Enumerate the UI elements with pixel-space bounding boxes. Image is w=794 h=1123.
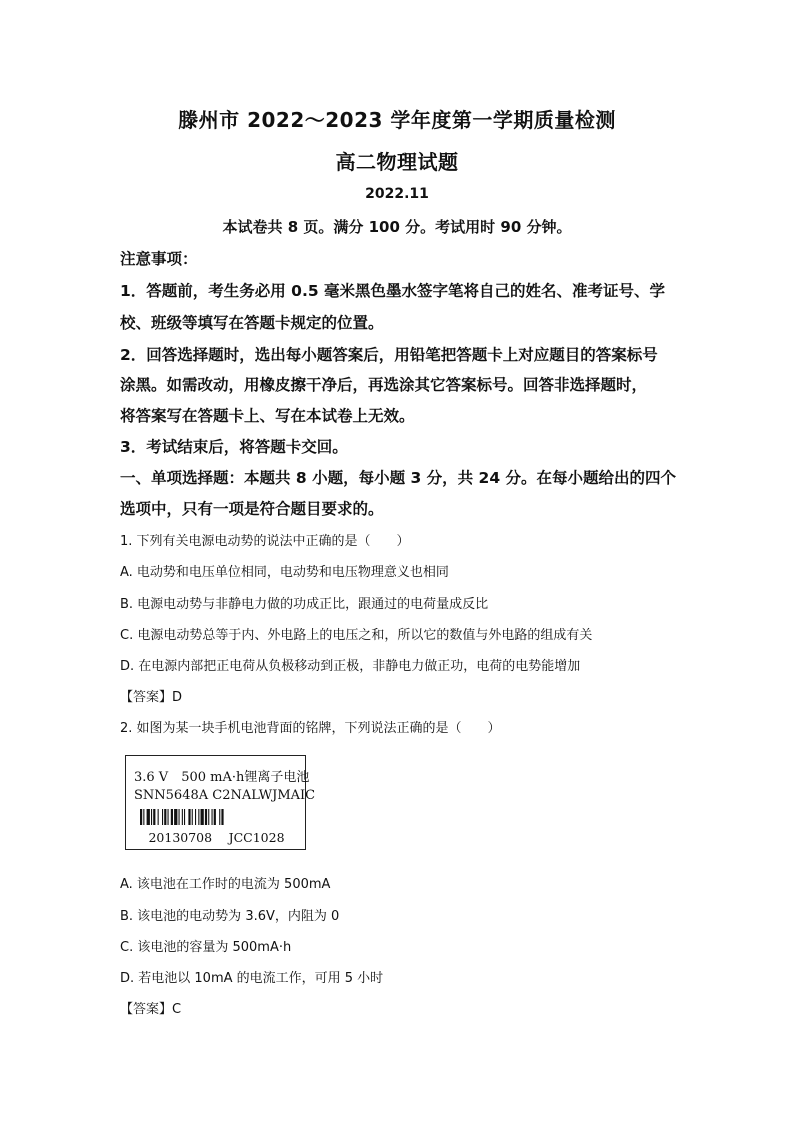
exam-date: 2022.11 [365,186,429,202]
exam-title: 滕州市 2022～2023 学年度第一学期质量检测 [178,108,616,132]
section-heading: 一、单项选择题：本题共 8 小题，每小题 3 分，共 24 分。在每小题给出的四个 [120,469,677,487]
question-2-option-a: A. 该电池在工作时的电流为 500mA [120,877,331,892]
question-2-answer: 【答案】C [120,1002,182,1017]
question-1-option-c: C. 电源电动势总等于内、外电路上的电压之和，所以它的数值与外电路的组成有关 [120,628,593,643]
battery-label-line1: 3.6 V 500 mA·h锂离子电池 [134,770,310,785]
notice-line: 校、班级等填写在答题卡规定的位置。 [120,314,384,332]
notice-line: 2．回答选择题时，选出每小题答案后，用铅笔把答题卡上对应题目的答案标号 [120,346,658,364]
question-1-stem: 1. 下列有关电源电动势的说法中正确的是（ ） [120,534,410,549]
question-1-option-a: A. 电动势和电压单位相同，电动势和电压物理意义也相同 [120,565,449,580]
exam-subtitle: 高二物理试题 [335,150,459,174]
barcode-image [140,809,290,825]
notices-heading: 注意事项： [120,250,198,268]
section-heading: 选项中，只有一项是符合题目要求的。 [120,500,384,518]
question-2-option-b: B. 该电池的电动势为 3.6V，内阻为 0 [120,909,340,924]
question-2-option-c: C. 该电池的容量为 500mA·h [120,940,292,955]
question-2-option-d: D. 若电池以 10mA 的电流工作，可用 5 小时 [120,971,384,986]
question-2-stem: 2. 如图为某一块手机电池背面的铭牌，下列说法正确的是（ ） [120,721,501,736]
question-1-option-d: D. 在电源内部把正电荷从负极移动到正极，非静电力做正功，电荷的电势能增加 [120,659,581,674]
notice-line: 涂黑。如需改动，用橡皮擦干净后，再选涂其它答案标号。回答非选择题时， [120,376,648,394]
question-1-option-b: B. 电源电动势与非静电力做的功成正比，跟通过的电荷量成反比 [120,597,489,612]
exam-info: 本试卷共 8 页。满分 100 分。考试用时 90 分钟。 [222,218,572,236]
notice-line: 1．答题前，考生务必用 0.5 毫米黑色墨水签字笔将自己的姓名、准考证号、学 [120,282,666,300]
battery-label-figure [125,755,316,850]
battery-label-line2: SNN5648A C2NALWJMAIC [134,788,316,803]
battery-label-line4: 20130708 JCC1028 [148,830,285,845]
notice-line: 3．考试结束后，将答题卡交回。 [120,438,348,456]
notice-line: 将答案写在答题卡上、写在本试卷上无效。 [120,407,415,425]
question-1-answer: 【答案】D [120,690,183,705]
